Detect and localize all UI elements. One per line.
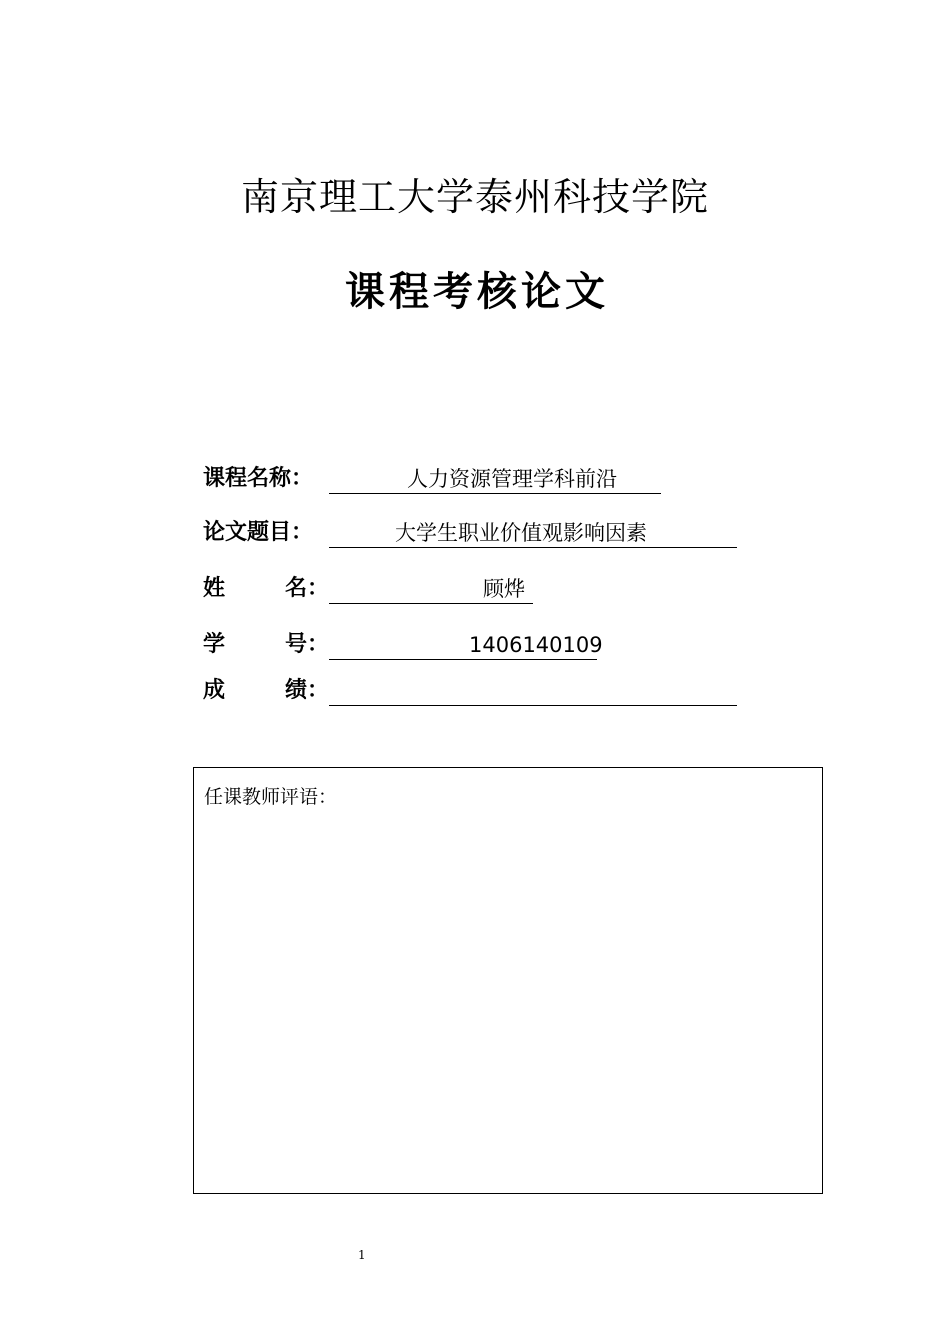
field-value-grade [329,676,737,706]
field-value-student-id: 1406140109 [329,630,597,660]
field-paper-topic [203,518,737,548]
field-grade [203,676,737,706]
field-value-student-name: 顾烨 [329,574,533,604]
teacher-comment-label: 任课教师评语： [204,786,338,808]
field-student-name [203,574,533,604]
document-title: 课程考核论文 [345,269,609,315]
field-value-course-name: 人力资源管理学科前沿 [329,464,661,494]
field-student-id [203,630,603,660]
teacher-comment-box [193,767,823,1194]
field-label: 课程名称： [203,466,314,491]
field-label: 学 号： [203,632,329,657]
field-value-paper-topic: 大学生职业价值观影响因素 [329,518,737,548]
field-label: 姓 名： [203,576,329,601]
page-number: 1 [358,1248,366,1262]
field-course-name [203,464,661,494]
field-label: 成 绩： [203,678,329,703]
field-label: 论文题目： [203,520,314,545]
institution-name: 南京理工大学泰州科技学院 [240,175,709,219]
